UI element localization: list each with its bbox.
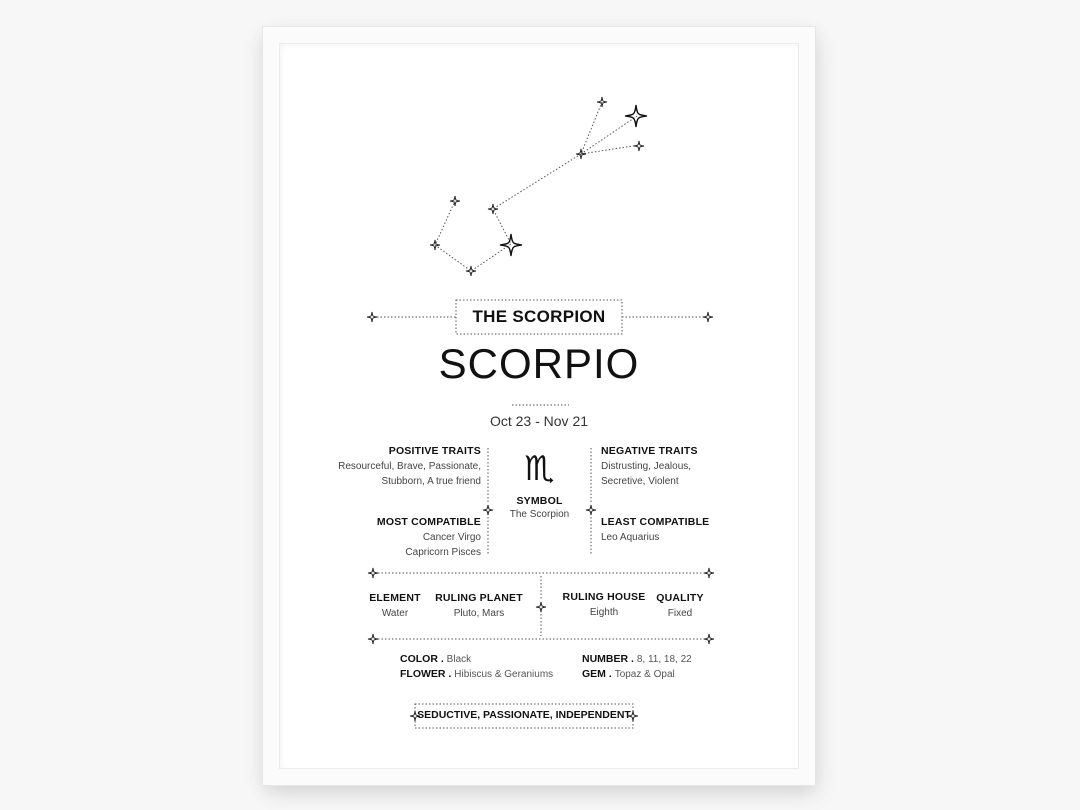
color-value: Black (446, 654, 472, 665)
sparkle-star-icon (704, 634, 714, 644)
sparkle-star-icon (704, 568, 714, 578)
constellation-star-1 (625, 105, 647, 127)
ruling-house-value: Eighth (589, 607, 619, 618)
number-value: 8, 11, 18, 22 (636, 654, 692, 665)
constellation-star-2 (500, 234, 522, 256)
symbol-block (492, 451, 587, 522)
positive-traits (299, 445, 481, 489)
negative-traits-line1: Distrusting, Jealous, (601, 461, 692, 472)
sparkle-star-icon (536, 602, 546, 612)
number-label: NUMBER . (582, 653, 634, 665)
least-compatible (601, 516, 781, 545)
keywords: SEDUCTIVE, PASSIONATE, INDEPENDENT (417, 709, 631, 721)
poster-frame (263, 27, 815, 785)
flower-row (400, 668, 580, 680)
most-compatible-line1: Cancer Virgo (422, 532, 481, 543)
gem-row (582, 668, 752, 680)
sign-name: SCORPIO (438, 340, 640, 387)
symbol-heading: SYMBOL (516, 495, 563, 507)
negative-traits-line2: Secretive, Violent (601, 476, 679, 487)
date-range: Oct 23 - Nov 21 (489, 413, 589, 429)
flower-label: FLOWER . (400, 668, 452, 680)
ruling-planet-heading: RULING PLANET (435, 592, 523, 604)
ruling-planet-value: Pluto, Mars (453, 608, 505, 619)
negative-traits-heading: NEGATIVE TRAITS (601, 445, 698, 457)
constellation-star-6 (488, 204, 498, 214)
gem-label: GEM . (582, 668, 612, 680)
element-heading: ELEMENT (369, 592, 421, 604)
gem-value: Topaz & Opal (614, 669, 675, 680)
positive-traits-line2: Stubborn, A true friend (381, 476, 481, 487)
color-row (400, 653, 570, 665)
most-compatible-line2: Capricorn Pisces (405, 547, 481, 558)
number-row (582, 653, 752, 665)
negative-traits (601, 445, 781, 489)
constellation-star-5 (634, 141, 644, 151)
constellation-star-9 (466, 266, 476, 276)
sparkle-star-icon (368, 634, 378, 644)
least-compatible-line1: Leo Aquarius (601, 532, 660, 543)
most-compatible-heading: MOST COMPATIBLE (376, 516, 481, 528)
sparkle-star-icon (586, 505, 596, 515)
scorpio-constellation-icon (430, 97, 647, 276)
element-value: Water (381, 608, 409, 619)
title-box: THE SCORPION (472, 307, 606, 326)
color-label: COLOR . (400, 653, 444, 665)
positive-traits-heading: POSITIVE TRAITS (388, 445, 481, 457)
poster-sheet (279, 43, 799, 769)
ruling-house-heading: RULING HOUSE (562, 591, 646, 603)
symbol-value: The Scorpion (509, 509, 570, 520)
sparkle-star-icon (368, 568, 378, 578)
ruling-house (554, 591, 654, 620)
sparkle-star-icon (367, 312, 377, 322)
flower-value: Hibiscus & Geraniums (454, 669, 554, 680)
least-compatible-heading: LEAST COMPATIBLE (601, 516, 710, 528)
quality-heading: QUALITY (656, 592, 704, 604)
most-compatible (299, 516, 481, 560)
scorpio-symbol-icon: ♏ (524, 449, 555, 489)
element (361, 592, 429, 621)
sparkle-star-icon (703, 312, 713, 322)
ruling-planet (429, 592, 529, 621)
positive-traits-line1: Resourceful, Brave, Passionate, (338, 461, 481, 472)
quality-value: Fixed (667, 608, 693, 619)
quality (649, 592, 711, 621)
